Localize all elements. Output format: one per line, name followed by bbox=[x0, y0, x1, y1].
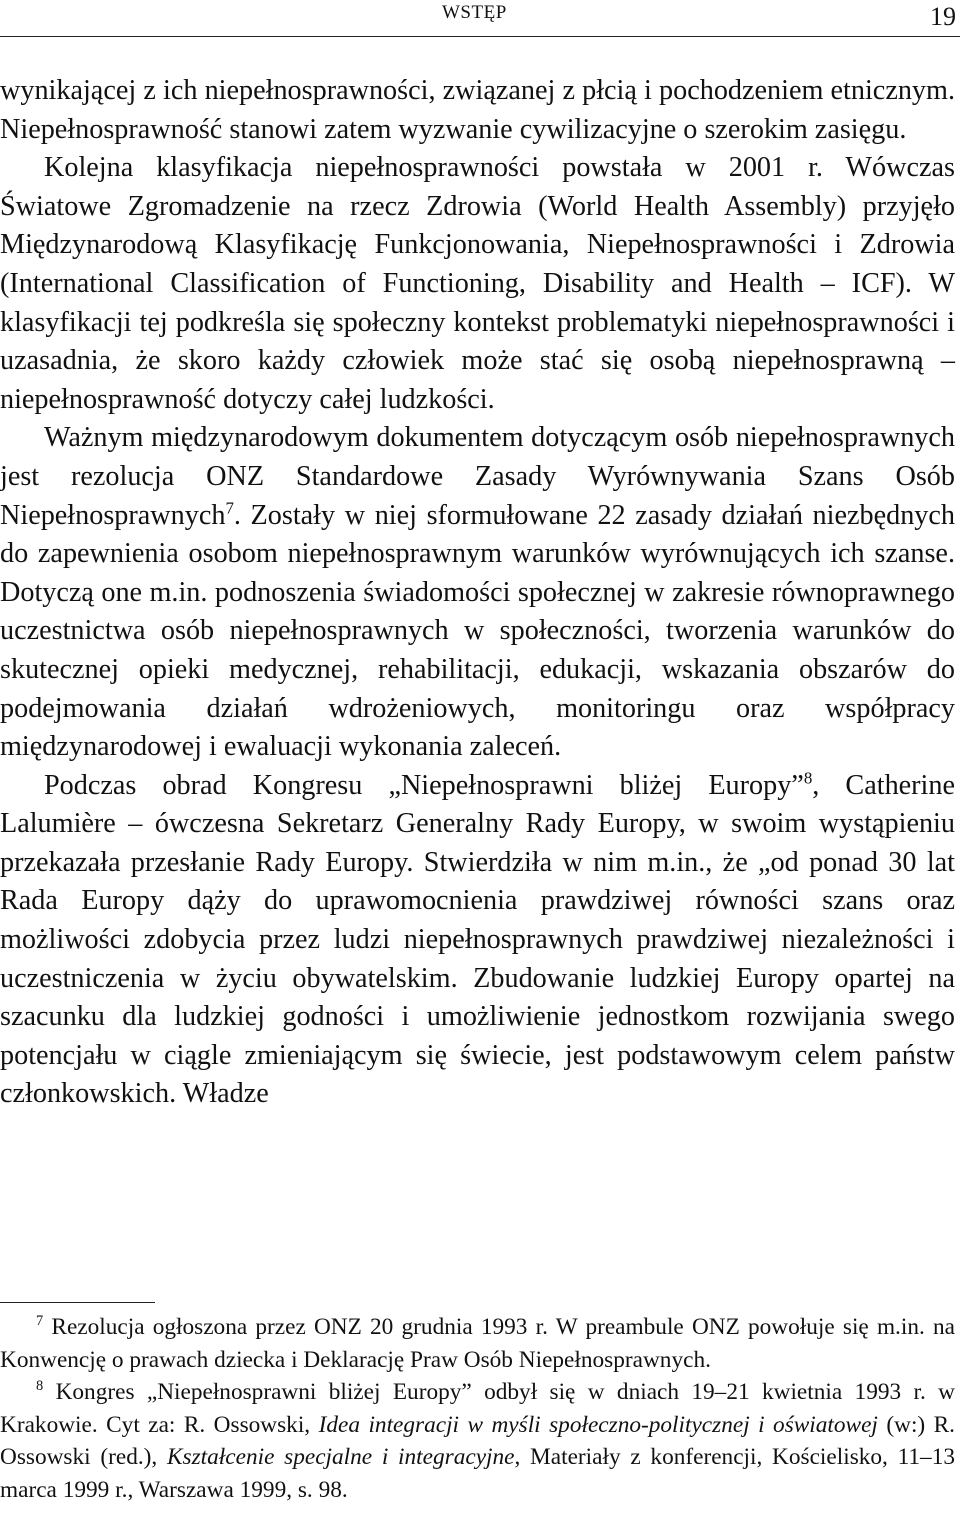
footnote-8-mark: 8 bbox=[36, 1378, 44, 1395]
footnote-ref-7[interactable]: 7 bbox=[225, 498, 234, 518]
page-number: 19 bbox=[930, 2, 956, 31]
paragraph-3-text-a: Ważnym międzynarodowym dokumentem dotyczącym osób niepełnosprawnych jest rezolucja ONZ Standardowe Zasady Wyrównywania Szans Osób Niepełnosprawnych bbox=[0, 422, 955, 531]
footnote-7-mark: 7 bbox=[36, 1313, 44, 1330]
paragraph-4-text-a: Podczas obrad Kongresu „Niepełnosprawni bliżej Europy” bbox=[44, 769, 804, 801]
footnote-8-text-b: (w:) R. Ossowski (red.), bbox=[0, 1411, 955, 1470]
paragraph-4-text-b: , Catherine Lalumière – ówczesna Sekretarz Generalny Rady Europy, w swoim wystąpieniu przekazała przesłanie Rady Europy. Stwierdziła w nim m.in., że „od ponad 30 lat Rada Europy dąży do uprawomocnienia prawdziwej równości szans oraz możliwości zdobycia przez ludzi niepełnosprawnych prawdziwej niezależności i uczestniczenia w życiu obywatelskim. Zbudowanie ludzkiej Europy opartej na szacunku dla ludzkiej godności i umożliwienie jednostkom rozwijania swego potencjału w ciągle zmieniającym się świecie, jest podstawowym celem państw członkowskich. Władze bbox=[0, 769, 955, 1110]
footnote-8-text-c: , Materiały z konferencji, Kościelisko, 11–13 marca 1999 r., Warszawa 1999, s. 98. bbox=[0, 1444, 955, 1503]
footnote-8-title-1: Idea integracji w myśli społeczno-politycznej i oświatowej bbox=[318, 1411, 878, 1438]
footnote-8 bbox=[0, 1376, 955, 1506]
footnote-ref-8[interactable]: 8 bbox=[803, 768, 813, 788]
paragraph-3 bbox=[0, 419, 955, 766]
footnote-8-title-2: Kształcenie specjalne i integracyjne bbox=[167, 1444, 515, 1470]
body-text bbox=[0, 72, 955, 1114]
footnote-7 bbox=[0, 1311, 955, 1376]
paragraph-3-text-b: . Zostały w niej sformułowane 22 zasady działań niezbędnych do zapewnienia osobom niepełnosprawnym warunków wyrównujących ich szanse. Dotyczą one m.in. podnoszenia świadomości społecznej w zakresie równoprawnego uczestnictwa osób niepełnosprawnych w społeczności, tworzenia warunków do skutecznej opieki medycznej, rehabilitacji, edukacji, wskazania obszarów do podejmowania działań wdrożeniowych, monitoringu oraz współpracy międzynarodowej i ewaluacji wykonania zaleceń. bbox=[0, 499, 955, 763]
paragraph-1: wynikającej z ich niepełnosprawności, związanej z płcią i pochodzeniem etnicznym. Niepełnosprawność stanowi zatem wyzwanie cywilizacyjne o szerokim zasięgu. bbox=[0, 75, 955, 145]
paragraph-4 bbox=[0, 767, 955, 1114]
footnote-8-text-a: Kongres „Niepełnosprawni bliżej Europy” odbył się w dniach 19–21 kwietnia 1993 r. w Krakowie. Cyt za: R. Ossowski, bbox=[0, 1379, 955, 1438]
footnote-separator bbox=[0, 1302, 155, 1303]
footnotes bbox=[0, 1311, 955, 1506]
running-head: WSTĘP bbox=[442, 2, 507, 23]
footnote-7-text: Rezolucja ogłoszona przez ONZ 20 grudnia 1993 r. W preambule ONZ powołuje się m.in. na Konwencję o prawach dziecka i Deklarację Praw Osób Niepełnosprawnych. bbox=[0, 1314, 956, 1373]
paragraph-2: Kolejna klasyfikacja niepełnosprawności powstała w 2001 r. Wówczas Światowe Zgromadzenie na rzecz Zdrowia (World Health Assembly) przyjęło Międzynarodową Klasyfikację Funkcjonowania, Niepełnosprawności i Zdrowia (International Classification of Functioning, Disability and Health – ICF). W klasyfikacji tej podkreśla się społeczny kontekst problematyki niepełnosprawności i uzasadnia, że skoro każdy człowiek może stać się osobą niepełnosprawną – niepełnosprawność dotyczy całej ludzkości. bbox=[0, 152, 955, 415]
page-header bbox=[0, 0, 960, 37]
